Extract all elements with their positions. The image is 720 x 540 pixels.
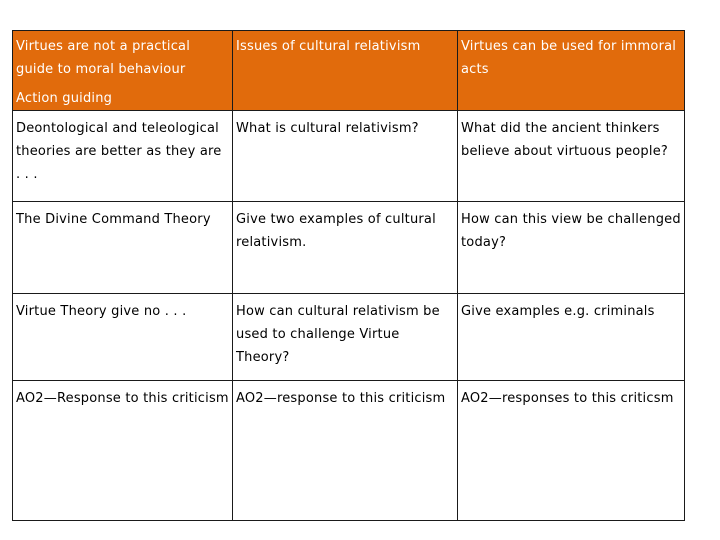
header-row — [13, 31, 685, 111]
table-cell: AO2—responses to this criticsm — [458, 381, 685, 521]
header-subtitle: Action guiding — [16, 91, 113, 106]
header-cell-immoral-acts: Virtues can be used for immoral acts — [458, 31, 685, 111]
table-cell: What did the ancient thinkers believe about virtuous people? — [458, 111, 685, 202]
header-title: Virtues are not a practical guide to moral behaviour — [16, 39, 191, 77]
table-cell: How can cultural relativism be used to challenge Virtue Theory? — [233, 294, 458, 381]
table-cell: Give two examples of cultural relativism. — [233, 202, 458, 294]
worksheet-table — [12, 30, 685, 521]
table-row — [13, 381, 685, 521]
table-cell: Deontological and teleological theories are better as they are . . . — [13, 111, 233, 202]
table-cell: The Divine Command Theory — [13, 202, 233, 294]
table-row — [13, 111, 685, 202]
header-cell-cultural-relativism: Issues of cultural relativism — [233, 31, 458, 111]
table-cell: AO2—response to this criticism — [233, 381, 458, 521]
table-row — [13, 294, 685, 381]
table-row — [13, 202, 685, 294]
table-cell: How can this view be challenged today? — [458, 202, 685, 294]
table-cell: AO2—Response to this criticism — [13, 381, 233, 521]
table-cell: What is cultural relativism? — [233, 111, 458, 202]
table-cell: Give examples e.g. criminals — [458, 294, 685, 381]
header-cell-practical-guide — [13, 31, 233, 111]
table-cell: Virtue Theory give no . . . — [13, 294, 233, 381]
